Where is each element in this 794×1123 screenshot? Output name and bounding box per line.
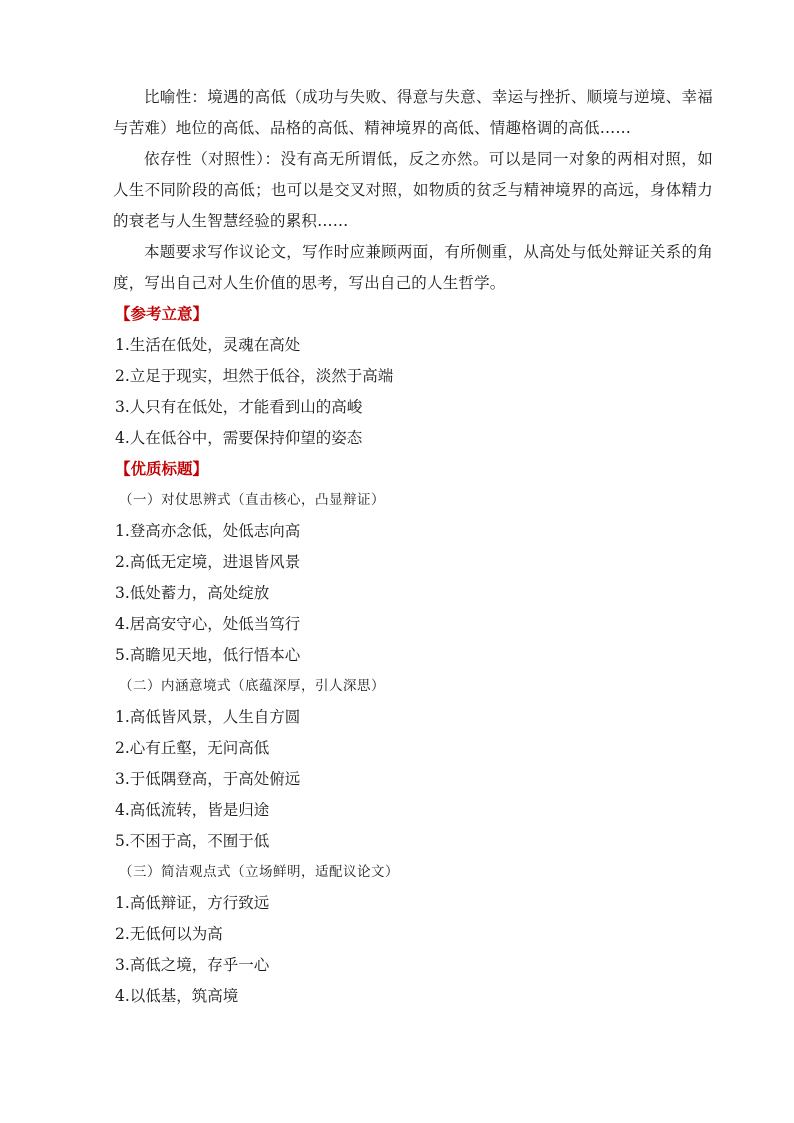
list-item: 4.高低流转，皆是归途 <box>115 801 270 819</box>
list-item: 1.高低辩证，方行致远 <box>115 894 270 912</box>
paragraph-dependence: 依存性（对照性）：没有高无所谓低，反之亦然。可以是同一对象的两相对照，如人生不同阶段的高低；也可以是交叉对照，如物质的贫乏与精神境界的高远，身体精力的衰老与人生智慧经验的累积…… <box>113 150 713 230</box>
list-item: 2.无低何以为高 <box>115 925 223 943</box>
list-item: 4.人在低谷中，需要保持仰望的姿态 <box>115 429 363 447</box>
list-item: 2.心有丘壑，无问高低 <box>115 739 270 757</box>
group-list-connotation <box>113 702 713 857</box>
reference-heading: 【参考立意】 <box>115 305 209 323</box>
list-item: 4.以低基，筑高境 <box>115 987 239 1005</box>
list-item: 1.登高亦念低，处低志向高 <box>115 522 301 540</box>
document-body <box>113 82 713 1012</box>
group-list-viewpoint <box>113 888 713 1012</box>
group-label-viewpoint: （三）简洁观点式（立场鲜明，适配议论文） <box>119 864 399 880</box>
list-item: 1.生活在低处，灵魂在高处 <box>115 336 301 354</box>
list-item: 5.高瞻见天地，低行悟本心 <box>115 646 301 664</box>
paragraph-metaphor: 比喻性：境遇的高低（成功与失败、得意与失意、幸运与挫折、顺境与逆境、幸福与苦难）地位的高低、品格的高低、精神境界的高低、情趣格调的高低…… <box>113 88 713 137</box>
group-label-connotation: （二）内涵意境式（底蕴深厚，引人深思） <box>119 678 385 694</box>
reference-list <box>113 330 713 454</box>
list-item: 4.居高安守心，处低当笃行 <box>115 615 301 633</box>
list-item: 2.立足于现实，坦然于低谷，淡然于高端 <box>115 367 394 385</box>
list-item: 5.不困于高，不囿于低 <box>115 832 270 850</box>
list-item: 3.于低隅登高，于高处俯远 <box>115 770 301 788</box>
paragraph-requirement: 本题要求写作议论文，写作时应兼顾两面，有所侧重，从高处与低处辩证关系的角度，写出自己对人生价值的思考，写出自己的人生哲学。 <box>113 243 713 292</box>
group-list-antithesis <box>113 516 713 671</box>
list-item: 1.高低皆风景，人生自方圆 <box>115 708 301 726</box>
titles-heading: 【优质标题】 <box>115 460 209 478</box>
list-item: 3.人只有在低处，才能看到山的高峻 <box>115 398 363 416</box>
group-label-antithesis: （一）对仗思辨式（直击核心，凸显辩证） <box>119 492 385 508</box>
list-item: 2.高低无定境，进退皆风景 <box>115 553 301 571</box>
list-item: 3.低处蓄力，高处绽放 <box>115 584 270 602</box>
list-item: 3.高低之境，存乎一心 <box>115 956 270 974</box>
